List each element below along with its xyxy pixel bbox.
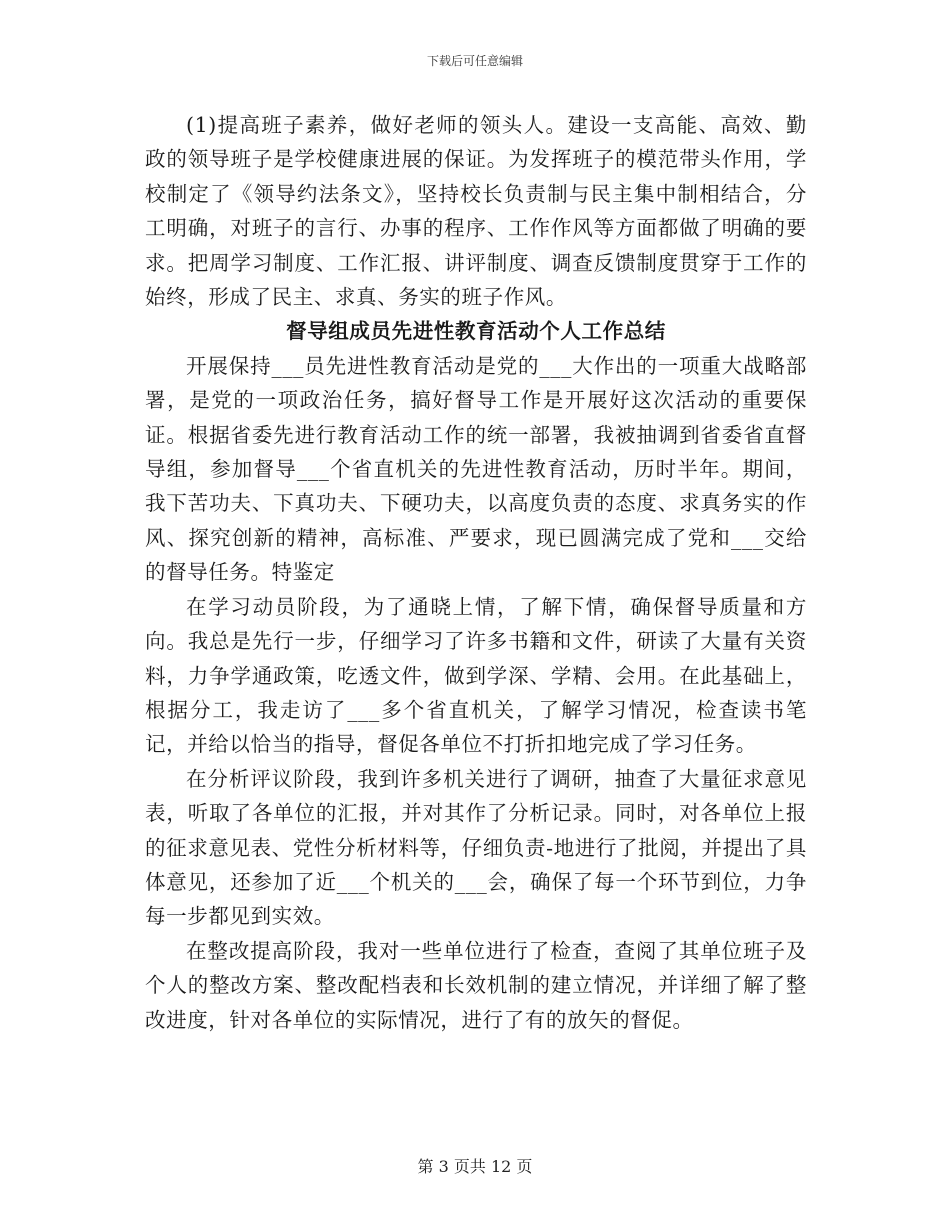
document-body [145, 108, 807, 1037]
body-paragraph: 在学习动员阶段，为了通晓上情，了解下情，确保督导质量和方向。我总是先行一步，仔细学习了许多书籍和文件，研读了大量有关资料，力争学通政策，吃透文件，做到学深、学精、会用。在此基础上，根据分工，我走访了___多个省直机关，了解学习情况，检查读书笔记，并给以恰当的指导，督促各单位不打折扣地完成了学习任务。 [145, 594, 807, 757]
body-paragraph: 在整改提高阶段，我对一些单位进行了检查，查阅了其单位班子及个人的整改方案、整改配档表和长效机制的建立情况，并详细了解了整改进度，针对各单位的实际情况，进行了有的放矢的督促。 [145, 938, 807, 1032]
intro-paragraph: (1)提高班子素养，做好老师的领头人。建设一支高能、高效、勤政的领导班子是学校健康进展的保证。为发挥班子的模范带头作用，学校制定了《领导约法条文》，坚持校长负责制与民主集中制相结合，分工明确，对班子的言行、办事的程序、工作作风等方面都做了明确的要求。把周学习制度、工作汇报、讲评制度、调查反馈制度贯穿于工作的始终，形成了民主、求真、务实的班子作风。 [145, 113, 807, 310]
page-number: 第 3 页共 12 页 [417, 1157, 533, 1176]
page-header-note: 下载后可任意编辑 [426, 54, 523, 68]
body-paragraph: 在分析评议阶段，我到许多机关进行了调研，抽查了大量征求意见表，听取了各单位的汇报，并对其作了分析记录。同时，对各单位上报的征求意见表、党性分析材料等，仔细负责-地进行了批阅，并提出了具体意见，还参加了近___个机关的___会，确保了每一个环节到位，力争每一步都见到实效。 [145, 766, 807, 929]
body-paragraph: 开展保持___员先进性教育活动是党的___大作出的一项重大战略部署，是党的一项政治任务，搞好督导工作是开展好这次活动的重要保证。根据省委先进行教育活动工作的统一部署，我被抽调到省委省直督导组，参加督导___个省直机关的先进性教育活动，历时半年。期间，我下苦功夫、下真功夫、下硬功夫，以高度负责的态度、求真务实的作风、探究创新的精神，高标准、严要求，现已圆满完成了党和___交给的督导任务。特鉴定 [145, 353, 807, 585]
section-title: 督导组成员先进性教育活动个人工作总结 [286, 319, 666, 344]
